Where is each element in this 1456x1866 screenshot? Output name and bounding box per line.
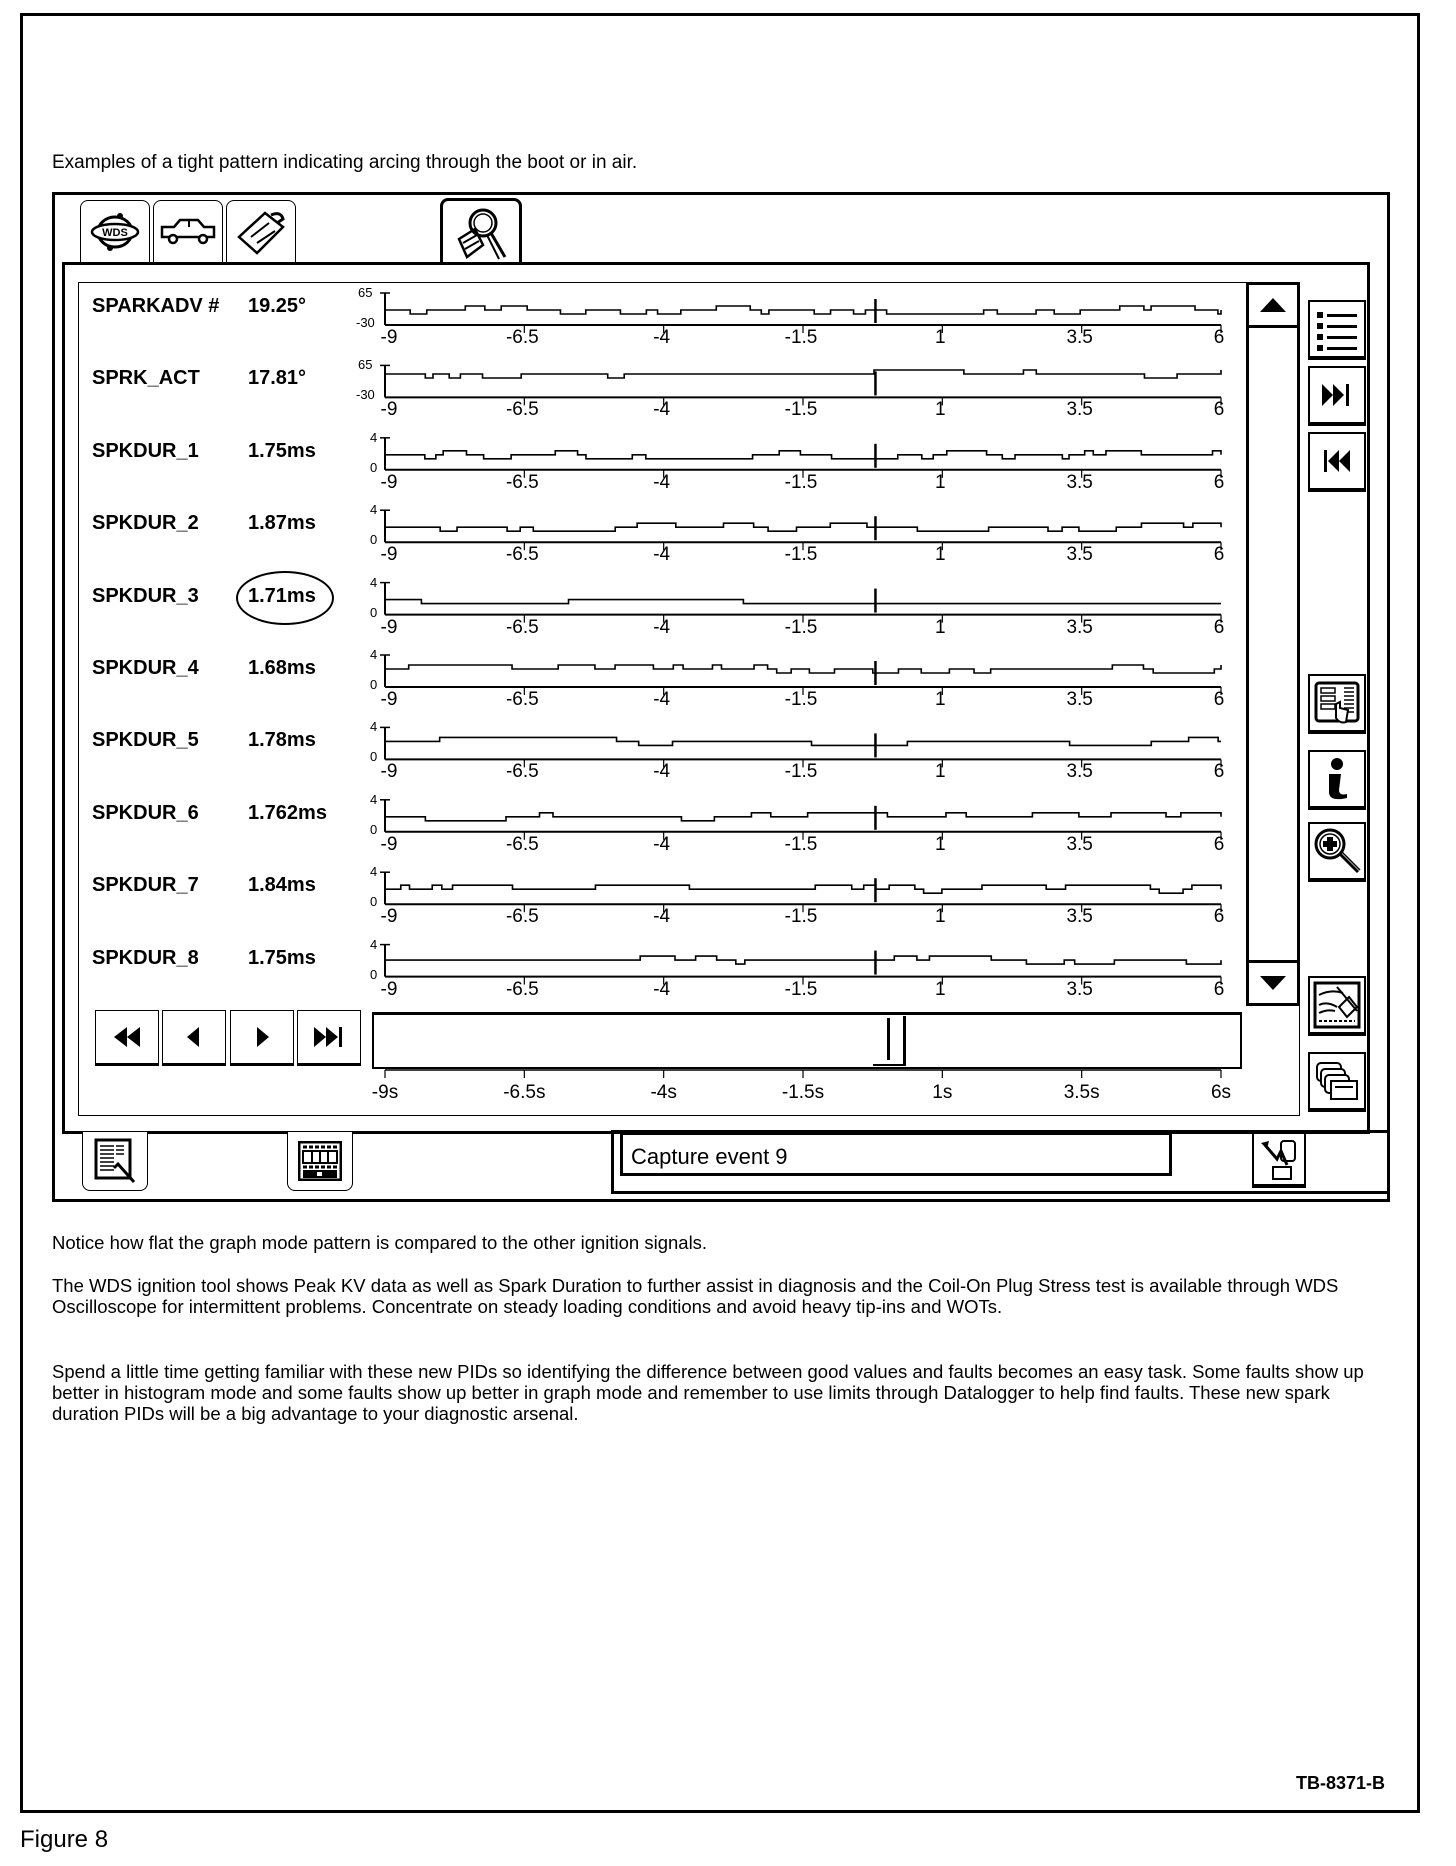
paragraph-2: The WDS ignition tool shows Peak KV data as well as Spark Duration to further assist in diagnosis and the Coil-On Plug Stress test is available through WDS Oscilloscope for intermittent problems. Concentrate on steady loading conditions and avoid heavy tip-ins and WOTs. [52,1275,1339,1317]
y-min-label: 0 [370,532,378,548]
x-tick-label: 1 [935,906,946,928]
pid-graphs [340,282,1240,1012]
x-tick-label: -9 [380,471,398,493]
x-tick-label: -9 [380,399,398,421]
y-min-label: 0 [370,604,378,620]
y-max-label: 4 [370,864,378,880]
x-tick-label: -1.5 [784,399,818,421]
figure-label: Figure 8 [20,1826,109,1853]
y-min-label: 0 [370,749,378,765]
scroll-up-button[interactable] [1246,282,1300,328]
x-tick-label: 1 [935,471,946,493]
x-tick-label: -6.5 [505,616,539,638]
x-tick-label: -9 [380,327,398,348]
timeline-tick-label: 1s [932,1082,953,1103]
x-tick-label: 3.5 [1066,761,1093,783]
signal-trace [385,813,1221,821]
x-tick-label: -4 [653,616,671,638]
x-tick-label: 1 [935,689,946,710]
y-max-label: 4 [370,502,378,518]
highlight-circle [236,571,334,625]
x-tick-label: 6 [1213,978,1225,1000]
x-tick-label: -4 [653,833,671,855]
timeline-tick-label: 6s [1210,1082,1232,1103]
export-icon [1259,1137,1299,1181]
x-tick-label: 6 [1213,689,1225,710]
fast-forward-end-button[interactable] [297,1010,361,1066]
x-tick-label: 3.5 [1066,833,1093,855]
x-tick-label: -4 [653,689,671,710]
pid-name: SPARKADV # [92,295,220,317]
timeline-thumb[interactable] [873,1016,906,1066]
pid-value: 1.762ms [248,801,327,824]
toolbox-icon [235,209,287,255]
x-tick-label: 3.5 [1066,978,1093,1000]
signal-trace [385,737,1221,745]
x-tick-label: 1 [935,399,946,421]
pid-list-button[interactable] [1308,300,1366,360]
tab-recorder[interactable] [287,1132,353,1191]
timeline-tick-label: -4s [650,1082,677,1103]
step-forward-icon [255,1027,269,1047]
signal-trace [385,665,1221,673]
x-tick-label: 1 [935,978,946,1000]
pid-select-hand-icon [1314,680,1360,726]
x-tick-label: 1 [935,761,946,783]
x-tick-label: -1.5 [784,327,818,348]
x-tick-label: 3.5 [1066,327,1093,348]
graph-scrollbar[interactable] [1246,282,1300,1002]
pid-value: 1.87ms [248,512,316,535]
pid-name: SPKDUR_6 [92,801,199,824]
x-tick-label: 3.5 [1066,906,1093,928]
pid-list-hand-icon [92,1138,138,1184]
zoom-in-button[interactable] [1308,822,1366,882]
y-min-label: 0 [370,894,378,910]
tab-vehicle[interactable] [153,200,223,263]
x-tick-label: -6.5 [505,471,539,493]
x-tick-label: -1.5 [784,978,818,1000]
x-tick-label: 3.5 [1066,399,1093,421]
x-tick-label: 1 [935,544,946,566]
skip-to-end-icon [1322,384,1352,406]
y-min-label: 0 [370,966,378,982]
svg-text:WDS: WDS [102,227,128,239]
info-icon [1317,756,1357,802]
figure-id: TB-8371-B [1296,1773,1386,1793]
info-button[interactable] [1308,750,1366,810]
x-tick-label: 1 [935,616,946,638]
x-tick-label: 3.5 [1066,544,1093,566]
export-button[interactable] [1252,1132,1306,1188]
x-tick-label: 6 [1213,544,1225,566]
pid-name: SPKDUR_3 [92,584,199,607]
list-icon [1314,306,1360,352]
arrow-down-icon [1260,976,1286,990]
x-tick-label: -9 [380,544,398,566]
pid-name: SPKDUR_7 [92,874,199,897]
x-tick-label: -4 [653,978,671,1000]
signal-trace [385,523,1221,531]
x-tick-label: -4 [653,906,671,928]
x-tick-label: 6 [1213,616,1225,638]
x-tick-label: 6 [1213,833,1225,855]
graph-mode-icon [1313,981,1361,1029]
x-tick-label: -1.5 [784,616,818,638]
recorder-icon [298,1141,342,1181]
pid-value: 17.81° [248,367,307,390]
x-tick-label: -9 [380,689,398,710]
x-tick-label: -4 [653,761,671,783]
scroll-down-button[interactable] [1246,960,1300,1006]
skip-to-start-button[interactable] [1308,432,1366,492]
x-tick-label: -9 [380,978,398,1000]
x-tick-label: 6 [1213,327,1225,348]
tab-pid-view[interactable] [82,1132,148,1191]
x-tick-label: -9 [380,761,398,783]
pid-name: SPKDUR_2 [92,512,199,535]
paragraph-3: Spend a little time getting familiar with these new PIDs so identifying the difference between good values and faults becomes an easy task. Some faults show up better in histogram mode and some faults show up better in graph mode and remember to use limits through Datalogger to help find faults. These new spark duration PIDs will be a big advantage to your diagnostic arsenal. [52,1361,1364,1424]
pid-name: SPKDUR_1 [92,439,199,462]
x-tick-label: -6.5 [505,761,539,783]
x-tick-label: 3.5 [1066,689,1093,710]
graph-mode-button[interactable] [1308,976,1366,1036]
x-tick-label: 1 [935,327,946,348]
y-min-label: -30 [356,315,375,330]
arrow-up-icon [1260,298,1286,312]
timeline-tick-label: -1.5s [781,1082,825,1103]
pid-value: 1.68ms [248,657,316,679]
step-forward-button[interactable] [230,1010,294,1066]
y-max-label: 4 [370,647,378,662]
tab-datalogger[interactable] [440,198,522,265]
pid-value: 1.75ms [248,946,316,969]
magnifier-datalogger-icon [453,205,509,261]
x-tick-label: -1.5 [784,689,818,710]
signal-trace [385,370,1221,378]
y-max-label: 4 [370,574,378,590]
x-tick-label: 1 [935,833,946,855]
y-max-label: 4 [370,719,378,735]
rewind-icon [114,1027,140,1047]
y-min-label: 0 [370,459,378,475]
signal-trace [385,451,1221,459]
thumb-grip [887,1018,890,1060]
pid-name: SPKDUR_5 [92,729,199,752]
x-tick-label: -6.5 [505,327,539,348]
skip-to-start-icon [1322,450,1352,472]
x-tick-label: -4 [653,544,671,566]
x-tick-label: 6 [1213,399,1225,421]
y-min-label: -30 [356,387,375,403]
timeline-scrubber[interactable] [372,1012,1242,1069]
pid-value: 1.75ms [248,439,316,462]
wds-globe-icon [90,210,140,254]
pid-value: 19.25° [248,295,307,317]
signal-trace [385,956,1221,964]
x-tick-label: 6 [1213,471,1225,493]
x-tick-label: -4 [653,471,671,493]
x-tick-label: -6.5 [505,399,539,421]
x-tick-label: -1.5 [784,544,818,566]
x-tick-label: -1.5 [784,906,818,928]
folders-button[interactable] [1308,1052,1366,1112]
x-tick-label: -9 [380,906,398,928]
x-tick-label: -9 [380,616,398,638]
tab-wds[interactable] [80,200,150,263]
signal-trace [385,600,1221,604]
capture-event-field: Capture event 9 [620,1132,1172,1176]
signal-trace [385,306,1221,314]
y-max-label: 65 [358,285,373,300]
vehicle-icon [160,217,216,247]
x-tick-label: -6.5 [505,978,539,1000]
pid-value: 1.71ms [248,584,316,607]
x-tick-label: -1.5 [784,761,818,783]
pid-name: SPRK_ACT [92,367,200,390]
rewind-button[interactable] [95,1010,159,1066]
pid-value: 1.84ms [248,874,316,897]
x-tick-label: -6.5 [505,906,539,928]
x-tick-label: -4 [653,327,671,348]
paragraph-1: Notice how flat the graph mode pattern is compared to the other ignition signals. [52,1232,708,1253]
intro-caption: Examples of a tight pattern indicating arcing through the boot or in air. [52,152,638,173]
x-tick-label: 3.5 [1066,471,1093,493]
step-back-icon [187,1027,201,1047]
x-tick-label: -6.5 [505,833,539,855]
x-tick-label: 6 [1213,761,1225,783]
pid-value: 1.78ms [248,729,316,752]
x-tick-label: -4 [653,399,671,421]
skip-to-end-button[interactable] [1308,366,1366,426]
x-tick-label: 6 [1213,906,1225,928]
x-tick-label: -6.5 [505,544,539,566]
timeline-axis [360,1066,1240,1106]
timeline-tick-label: -9s [371,1082,399,1103]
zoom-in-icon [1312,826,1362,876]
x-tick-label: -1.5 [784,833,818,855]
timeline-tick-label: 3.5s [1063,1082,1100,1103]
y-max-label: 4 [370,429,378,445]
x-tick-label: -6.5 [505,689,539,710]
step-back-button[interactable] [162,1010,226,1066]
y-min-label: 0 [370,821,378,837]
y-max-label: 4 [370,791,378,807]
y-min-label: 0 [370,677,378,692]
signal-trace [385,885,1221,893]
x-tick-label: 3.5 [1066,616,1093,638]
pid-name: SPKDUR_8 [92,946,199,969]
y-max-label: 4 [370,936,378,952]
pid-select-button[interactable] [1308,674,1366,734]
x-tick-label: -9 [380,833,398,855]
fast-forward-end-icon [314,1027,344,1047]
y-max-label: 65 [358,357,373,373]
folders-icon [1313,1057,1361,1105]
x-tick-label: -1.5 [784,471,818,493]
timeline-tick-label: -6.5s [503,1082,546,1103]
tab-toolbox[interactable] [226,200,296,263]
pid-name: SPKDUR_4 [92,657,199,679]
